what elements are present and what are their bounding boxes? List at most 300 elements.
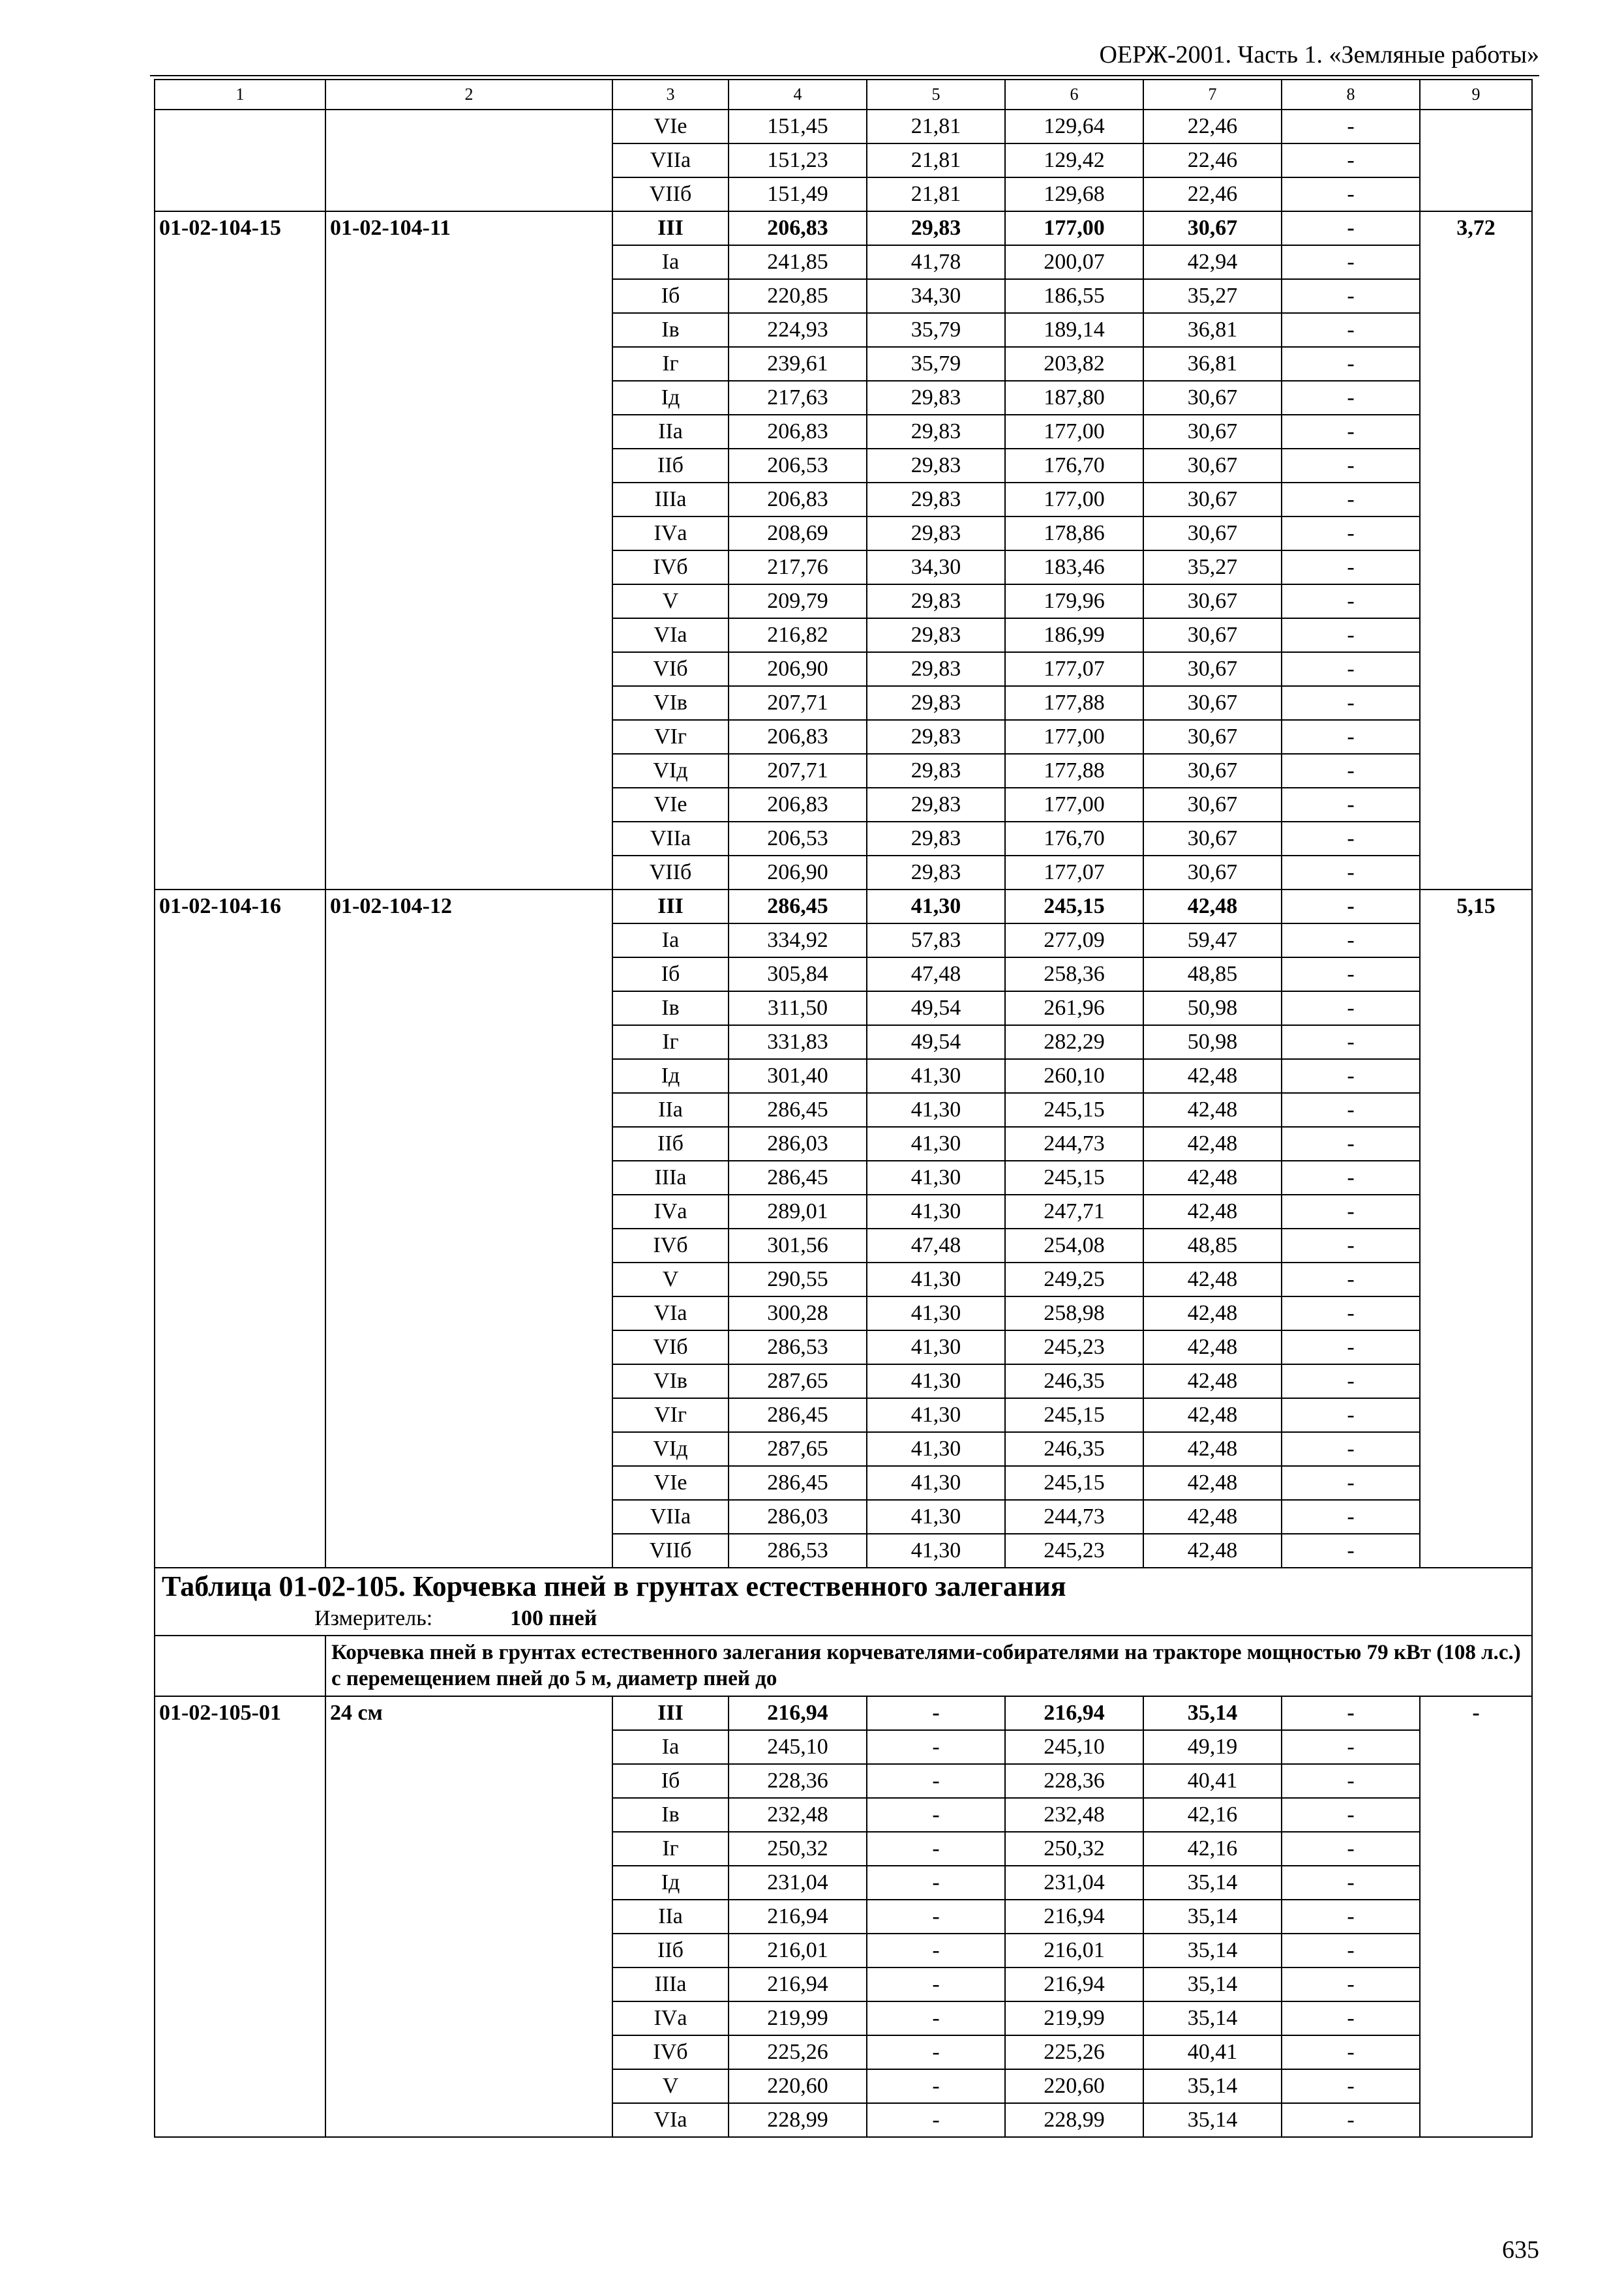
soil-group: VIIб bbox=[612, 177, 729, 211]
table-cell: 41,30 bbox=[867, 890, 1005, 923]
table-cell: 286,45 bbox=[729, 1093, 867, 1127]
soil-group: IVб bbox=[612, 550, 729, 584]
table-cell: 41,30 bbox=[867, 1195, 1005, 1229]
table-cell: - bbox=[1282, 1934, 1420, 1967]
table-cell: 177,88 bbox=[1005, 754, 1143, 788]
table-cell: 34,30 bbox=[867, 550, 1005, 584]
column-number: 8 bbox=[1282, 80, 1420, 110]
table-cell: 216,94 bbox=[1005, 1967, 1143, 2001]
table-cell: - bbox=[1282, 483, 1420, 516]
table-cell: 41,78 bbox=[867, 245, 1005, 279]
table-cell: - bbox=[1282, 1866, 1420, 1900]
table-cell: 245,15 bbox=[1005, 890, 1143, 923]
table-cell: 21,81 bbox=[867, 143, 1005, 177]
table-cell: 35,14 bbox=[1143, 1866, 1282, 1900]
soil-group: VIа bbox=[612, 1296, 729, 1330]
table-cell: 246,35 bbox=[1005, 1364, 1143, 1398]
table-cell: 42,48 bbox=[1143, 1296, 1282, 1330]
measure-label: Измеритель: bbox=[314, 1606, 433, 1630]
table-cell: - bbox=[1282, 1364, 1420, 1398]
soil-group: Iб bbox=[612, 279, 729, 313]
soil-group: IIIа bbox=[612, 1967, 729, 2001]
table-cell: - bbox=[1282, 1263, 1420, 1296]
empty-cell bbox=[325, 110, 612, 211]
table-cell: 289,01 bbox=[729, 1195, 867, 1229]
table-cell: 207,71 bbox=[729, 686, 867, 720]
table-cell: - bbox=[867, 1832, 1005, 1866]
table-cell: - bbox=[1282, 2035, 1420, 2069]
table-cell: 189,14 bbox=[1005, 313, 1143, 347]
table-cell: - bbox=[1282, 1798, 1420, 1832]
empty-cell bbox=[1420, 110, 1532, 211]
table-cell: 282,29 bbox=[1005, 1025, 1143, 1059]
measure-value: 100 пней bbox=[510, 1606, 597, 1630]
table-cell: - bbox=[1282, 652, 1420, 686]
table-cell: 177,07 bbox=[1005, 652, 1143, 686]
table-cell: 41,30 bbox=[867, 1127, 1005, 1161]
table-row bbox=[155, 1696, 1532, 1730]
work-description-row bbox=[155, 1636, 1532, 1696]
table-cell: 228,36 bbox=[1005, 1764, 1143, 1798]
soil-group: IIа bbox=[612, 1093, 729, 1127]
price-value: - bbox=[1420, 1696, 1532, 2137]
table-cell: 206,83 bbox=[729, 720, 867, 754]
table-cell: 29,83 bbox=[867, 449, 1005, 483]
table-cell: 30,67 bbox=[1143, 381, 1282, 415]
table-cell: - bbox=[1282, 1330, 1420, 1364]
table-cell: 241,85 bbox=[729, 245, 867, 279]
table-cell: 206,90 bbox=[729, 652, 867, 686]
table-cell: 29,83 bbox=[867, 516, 1005, 550]
table-cell: 42,16 bbox=[1143, 1798, 1282, 1832]
table-cell: 35,79 bbox=[867, 347, 1005, 381]
table-cell: 225,26 bbox=[729, 2035, 867, 2069]
table-cell: 22,46 bbox=[1143, 143, 1282, 177]
table-cell: 334,92 bbox=[729, 923, 867, 957]
column-number: 9 bbox=[1420, 80, 1532, 110]
table-cell: 209,79 bbox=[729, 584, 867, 618]
table-cell: 239,61 bbox=[729, 347, 867, 381]
table-cell: - bbox=[867, 1764, 1005, 1798]
soil-group: IVа bbox=[612, 1195, 729, 1229]
table-cell: - bbox=[1282, 381, 1420, 415]
table-cell: 129,42 bbox=[1005, 143, 1143, 177]
table-cell: 47,48 bbox=[867, 1229, 1005, 1263]
soil-group: IVа bbox=[612, 516, 729, 550]
table-cell: - bbox=[1282, 1127, 1420, 1161]
table-cell: - bbox=[1282, 1059, 1420, 1093]
section-cell bbox=[155, 1568, 1532, 1636]
table-cell: - bbox=[867, 1798, 1005, 1832]
table-cell: 216,01 bbox=[729, 1934, 867, 1967]
table-cell: - bbox=[867, 1696, 1005, 1730]
table-cell: 57,83 bbox=[867, 923, 1005, 957]
table-cell: 41,30 bbox=[867, 1364, 1005, 1398]
table-cell: 287,65 bbox=[729, 1432, 867, 1466]
table-cell: 206,83 bbox=[729, 788, 867, 822]
table-cell: 42,48 bbox=[1143, 1059, 1282, 1093]
table-cell: 216,01 bbox=[1005, 1934, 1143, 1967]
table-cell: 219,99 bbox=[729, 2001, 867, 2035]
table-cell: 35,14 bbox=[1143, 2103, 1282, 2137]
table-cell: 42,48 bbox=[1143, 890, 1282, 923]
table-cell: 231,04 bbox=[729, 1866, 867, 1900]
table-cell: 35,27 bbox=[1143, 550, 1282, 584]
table-cell: 200,07 bbox=[1005, 245, 1143, 279]
table-cell: 245,15 bbox=[1005, 1398, 1143, 1432]
table-cell: 244,73 bbox=[1005, 1127, 1143, 1161]
soil-group: III bbox=[612, 211, 729, 245]
soil-group: Iв bbox=[612, 1798, 729, 1832]
table-cell: 286,53 bbox=[729, 1534, 867, 1568]
table-cell: 34,30 bbox=[867, 279, 1005, 313]
soil-group: IVа bbox=[612, 2001, 729, 2035]
table-cell: 41,30 bbox=[867, 1398, 1005, 1432]
soil-group: Iг bbox=[612, 1025, 729, 1059]
soil-group: VIг bbox=[612, 720, 729, 754]
table-cell: - bbox=[1282, 2001, 1420, 2035]
soil-group: Iа bbox=[612, 923, 729, 957]
table-cell: 35,14 bbox=[1143, 2001, 1282, 2035]
table-cell: 286,45 bbox=[729, 890, 867, 923]
table-cell: 29,83 bbox=[867, 652, 1005, 686]
soil-group: V bbox=[612, 584, 729, 618]
table-cell: 35,79 bbox=[867, 313, 1005, 347]
table-cell: - bbox=[1282, 1832, 1420, 1866]
table-cell: 30,67 bbox=[1143, 856, 1282, 890]
table-cell: 41,30 bbox=[867, 1093, 1005, 1127]
table-cell: 301,56 bbox=[729, 1229, 867, 1263]
table-cell: - bbox=[1282, 720, 1420, 754]
soil-group: VIг bbox=[612, 1398, 729, 1432]
table-cell: - bbox=[1282, 1967, 1420, 2001]
table-cell: 186,55 bbox=[1005, 279, 1143, 313]
soil-group: III bbox=[612, 1696, 729, 1730]
column-number: 6 bbox=[1005, 80, 1143, 110]
table-cell: 220,85 bbox=[729, 279, 867, 313]
table-cell: 176,70 bbox=[1005, 449, 1143, 483]
table-cell: 277,09 bbox=[1005, 923, 1143, 957]
table-cell: - bbox=[1282, 415, 1420, 449]
soil-group: IIIа bbox=[612, 1161, 729, 1195]
table-cell: 41,30 bbox=[867, 1059, 1005, 1093]
table-cell: 216,94 bbox=[729, 1900, 867, 1934]
table-cell: 42,48 bbox=[1143, 1093, 1282, 1127]
table-cell: 30,67 bbox=[1143, 483, 1282, 516]
table-section-header bbox=[155, 1568, 1532, 1636]
table-cell: 187,80 bbox=[1005, 381, 1143, 415]
table-cell: 151,23 bbox=[729, 143, 867, 177]
table-cell: 228,99 bbox=[729, 2103, 867, 2137]
table-cell: - bbox=[1282, 516, 1420, 550]
table-cell: 29,83 bbox=[867, 720, 1005, 754]
table-cell: 286,03 bbox=[729, 1127, 867, 1161]
table-cell: 206,53 bbox=[729, 449, 867, 483]
soil-group: IIIа bbox=[612, 483, 729, 516]
table-cell: 42,48 bbox=[1143, 1432, 1282, 1466]
table-cell: - bbox=[1282, 2103, 1420, 2137]
table-cell: 311,50 bbox=[729, 991, 867, 1025]
table-cell: 42,48 bbox=[1143, 1330, 1282, 1364]
rate-reference: 01-02-104-11 bbox=[325, 211, 612, 890]
table-cell: - bbox=[867, 2069, 1005, 2103]
table-cell: 301,40 bbox=[729, 1059, 867, 1093]
table-cell: 29,83 bbox=[867, 415, 1005, 449]
soil-group: IIб bbox=[612, 1127, 729, 1161]
table-cell: 42,48 bbox=[1143, 1398, 1282, 1432]
table-cell: - bbox=[1282, 923, 1420, 957]
table-cell: 42,48 bbox=[1143, 1534, 1282, 1568]
table-cell: 151,49 bbox=[729, 177, 867, 211]
table-cell: 35,27 bbox=[1143, 279, 1282, 313]
table-cell: 245,15 bbox=[1005, 1466, 1143, 1500]
table-cell: - bbox=[867, 1866, 1005, 1900]
table-cell: 245,10 bbox=[729, 1730, 867, 1764]
table-cell: 331,83 bbox=[729, 1025, 867, 1059]
table-cell: 177,00 bbox=[1005, 720, 1143, 754]
table-cell: 261,96 bbox=[1005, 991, 1143, 1025]
soil-group: VIв bbox=[612, 686, 729, 720]
table-cell: 29,83 bbox=[867, 856, 1005, 890]
table-cell: 36,81 bbox=[1143, 313, 1282, 347]
table-cell: 30,67 bbox=[1143, 449, 1282, 483]
table-cell: - bbox=[1282, 279, 1420, 313]
soil-group: VIIа bbox=[612, 1500, 729, 1534]
soil-group: VIб bbox=[612, 652, 729, 686]
table-cell: - bbox=[1282, 1093, 1420, 1127]
table-cell: 35,14 bbox=[1143, 2069, 1282, 2103]
table-cell: - bbox=[1282, 890, 1420, 923]
empty-cell bbox=[155, 110, 325, 211]
table-cell: - bbox=[1282, 618, 1420, 652]
header-rule bbox=[150, 75, 1539, 76]
table-cell: - bbox=[1282, 822, 1420, 856]
empty-cell bbox=[155, 1636, 325, 1696]
soil-group: V bbox=[612, 2069, 729, 2103]
table-cell: 29,83 bbox=[867, 788, 1005, 822]
table-cell: 249,25 bbox=[1005, 1263, 1143, 1296]
table-cell: 129,64 bbox=[1005, 110, 1143, 143]
table-cell: 287,65 bbox=[729, 1364, 867, 1398]
table-cell: 29,83 bbox=[867, 211, 1005, 245]
column-number: 1 bbox=[155, 80, 325, 110]
table-cell: 225,26 bbox=[1005, 2035, 1143, 2069]
table-cell: 247,71 bbox=[1005, 1195, 1143, 1229]
table-cell: 41,30 bbox=[867, 1432, 1005, 1466]
table-cell: 30,67 bbox=[1143, 652, 1282, 686]
table-cell: - bbox=[867, 2001, 1005, 2035]
soil-group: VIа bbox=[612, 2103, 729, 2137]
soil-group: VIIб bbox=[612, 1534, 729, 1568]
table-cell: 178,86 bbox=[1005, 516, 1143, 550]
table-cell: 216,94 bbox=[1005, 1696, 1143, 1730]
table-cell: 216,82 bbox=[729, 618, 867, 652]
table-cell: - bbox=[1282, 1432, 1420, 1466]
table-cell: 59,47 bbox=[1143, 923, 1282, 957]
table-cell: - bbox=[1282, 686, 1420, 720]
rate-code: 01-02-105-01 bbox=[155, 1696, 325, 2137]
table-cell: 151,45 bbox=[729, 110, 867, 143]
table-cell: 41,30 bbox=[867, 1296, 1005, 1330]
table-cell: 300,28 bbox=[729, 1296, 867, 1330]
column-number: 5 bbox=[867, 80, 1005, 110]
soil-group: IIб bbox=[612, 449, 729, 483]
table-cell: 21,81 bbox=[867, 110, 1005, 143]
table-body bbox=[155, 80, 1532, 2137]
table-cell: 30,67 bbox=[1143, 822, 1282, 856]
table-cell: 206,90 bbox=[729, 856, 867, 890]
table-cell: 47,48 bbox=[867, 957, 1005, 991]
table-cell: 49,54 bbox=[867, 991, 1005, 1025]
table-cell: 30,67 bbox=[1143, 584, 1282, 618]
soil-group: VIб bbox=[612, 1330, 729, 1364]
table-cell: 244,73 bbox=[1005, 1500, 1143, 1534]
table-cell: - bbox=[1282, 991, 1420, 1025]
soil-group: VIе bbox=[612, 110, 729, 143]
soil-group: VIд bbox=[612, 754, 729, 788]
work-description: Корчевка пней в грунтах естественного залегания корчевателями-собирателями на тракторе мощностью 79 кВт (108 л.с.) с перемещением пней до 5 м, диаметр пней до bbox=[325, 1636, 1532, 1696]
soil-group: IVб bbox=[612, 1229, 729, 1263]
soil-group: Iв bbox=[612, 991, 729, 1025]
table-cell: - bbox=[1282, 143, 1420, 177]
table-cell: 30,67 bbox=[1143, 415, 1282, 449]
table-cell: 30,67 bbox=[1143, 618, 1282, 652]
column-number: 7 bbox=[1143, 80, 1282, 110]
table-cell: - bbox=[867, 1934, 1005, 1967]
table-cell: 305,84 bbox=[729, 957, 867, 991]
table-cell: - bbox=[1282, 1229, 1420, 1263]
table-cell: 29,83 bbox=[867, 618, 1005, 652]
soil-group: VIIа bbox=[612, 143, 729, 177]
table-cell: 228,36 bbox=[729, 1764, 867, 1798]
table-cell: 41,30 bbox=[867, 1466, 1005, 1500]
table-cell: 30,67 bbox=[1143, 720, 1282, 754]
table-cell: - bbox=[867, 2035, 1005, 2069]
table-cell: - bbox=[1282, 1398, 1420, 1432]
column-number: 4 bbox=[729, 80, 867, 110]
soil-group: VIв bbox=[612, 1364, 729, 1398]
table-cell: 30,67 bbox=[1143, 754, 1282, 788]
table-cell: 42,48 bbox=[1143, 1195, 1282, 1229]
table-cell: 41,30 bbox=[867, 1500, 1005, 1534]
column-number: 3 bbox=[612, 80, 729, 110]
table-cell: 220,60 bbox=[729, 2069, 867, 2103]
table-cell: 216,94 bbox=[1005, 1900, 1143, 1934]
table-cell: 179,96 bbox=[1005, 584, 1143, 618]
table-cell: 258,36 bbox=[1005, 957, 1143, 991]
table-cell: 177,00 bbox=[1005, 788, 1143, 822]
soil-group: VIа bbox=[612, 618, 729, 652]
table-cell: 216,94 bbox=[729, 1696, 867, 1730]
price-table bbox=[154, 79, 1533, 2138]
table-cell: 208,69 bbox=[729, 516, 867, 550]
column-number-row bbox=[155, 80, 1532, 110]
table-cell: 29,83 bbox=[867, 686, 1005, 720]
table-cell: 217,76 bbox=[729, 550, 867, 584]
soil-group: Iг bbox=[612, 347, 729, 381]
rate-reference: 24 см bbox=[325, 1696, 612, 2137]
table-cell: - bbox=[1282, 550, 1420, 584]
table-cell: 220,60 bbox=[1005, 2069, 1143, 2103]
table-cell: 40,41 bbox=[1143, 1764, 1282, 1798]
table-cell: - bbox=[1282, 1696, 1420, 1730]
table-cell: - bbox=[867, 2103, 1005, 2137]
table-cell: - bbox=[1282, 1466, 1420, 1500]
table-cell: 219,99 bbox=[1005, 2001, 1143, 2035]
table-cell: 183,46 bbox=[1005, 550, 1143, 584]
table-cell: 216,94 bbox=[729, 1967, 867, 2001]
table-cell: 245,23 bbox=[1005, 1330, 1143, 1364]
table-cell: 22,46 bbox=[1143, 110, 1282, 143]
table-cell: 42,48 bbox=[1143, 1263, 1282, 1296]
table-cell: 42,48 bbox=[1143, 1500, 1282, 1534]
table-cell: 254,08 bbox=[1005, 1229, 1143, 1263]
table-cell: - bbox=[1282, 1296, 1420, 1330]
table-cell: 42,94 bbox=[1143, 245, 1282, 279]
table-cell: 246,35 bbox=[1005, 1432, 1143, 1466]
running-header: ОЕРЖ-2001. Часть 1. «Земляные работы» bbox=[1099, 41, 1539, 68]
table-cell: 50,98 bbox=[1143, 1025, 1282, 1059]
table-cell: 260,10 bbox=[1005, 1059, 1143, 1093]
table-cell: - bbox=[867, 1967, 1005, 2001]
table-cell: - bbox=[1282, 1025, 1420, 1059]
soil-group: Iб bbox=[612, 1764, 729, 1798]
measure-line bbox=[162, 1608, 1525, 1630]
table-cell: 290,55 bbox=[729, 1263, 867, 1296]
table-cell: 250,32 bbox=[1005, 1832, 1143, 1866]
table-cell: 250,32 bbox=[729, 1832, 867, 1866]
table-cell: - bbox=[1282, 449, 1420, 483]
table-cell: - bbox=[1282, 1161, 1420, 1195]
price-value: 5,15 bbox=[1420, 890, 1532, 1568]
table-cell: 41,30 bbox=[867, 1161, 1005, 1195]
rate-reference: 01-02-104-12 bbox=[325, 890, 612, 1568]
table-row bbox=[155, 110, 1532, 143]
table-cell: 21,81 bbox=[867, 177, 1005, 211]
table-cell: 177,88 bbox=[1005, 686, 1143, 720]
table-cell: 245,15 bbox=[1005, 1161, 1143, 1195]
table-cell: 49,54 bbox=[867, 1025, 1005, 1059]
table-cell: 177,00 bbox=[1005, 415, 1143, 449]
table-cell: 203,82 bbox=[1005, 347, 1143, 381]
table-cell: 206,83 bbox=[729, 415, 867, 449]
table-cell: 50,98 bbox=[1143, 991, 1282, 1025]
table-cell: 29,83 bbox=[867, 754, 1005, 788]
soil-group: III bbox=[612, 890, 729, 923]
table-cell: 232,48 bbox=[1005, 1798, 1143, 1832]
table-cell: 258,98 bbox=[1005, 1296, 1143, 1330]
table-cell: 29,83 bbox=[867, 381, 1005, 415]
table-cell: - bbox=[1282, 788, 1420, 822]
table-cell: 217,63 bbox=[729, 381, 867, 415]
rate-code: 01-02-104-16 bbox=[155, 890, 325, 1568]
table-cell: 40,41 bbox=[1143, 2035, 1282, 2069]
table-cell: 245,10 bbox=[1005, 1730, 1143, 1764]
table-cell: 177,00 bbox=[1005, 211, 1143, 245]
soil-group: IIа bbox=[612, 1900, 729, 1934]
soil-group: VIе bbox=[612, 788, 729, 822]
soil-group: V bbox=[612, 1263, 729, 1296]
table-cell: 186,99 bbox=[1005, 618, 1143, 652]
table-cell: - bbox=[1282, 245, 1420, 279]
soil-group: IIа bbox=[612, 415, 729, 449]
table-cell: 35,14 bbox=[1143, 1696, 1282, 1730]
table-cell: 35,14 bbox=[1143, 1934, 1282, 1967]
table-cell: 232,48 bbox=[729, 1798, 867, 1832]
table-cell: 30,67 bbox=[1143, 516, 1282, 550]
table-cell: 42,48 bbox=[1143, 1466, 1282, 1500]
table-cell: 129,68 bbox=[1005, 177, 1143, 211]
